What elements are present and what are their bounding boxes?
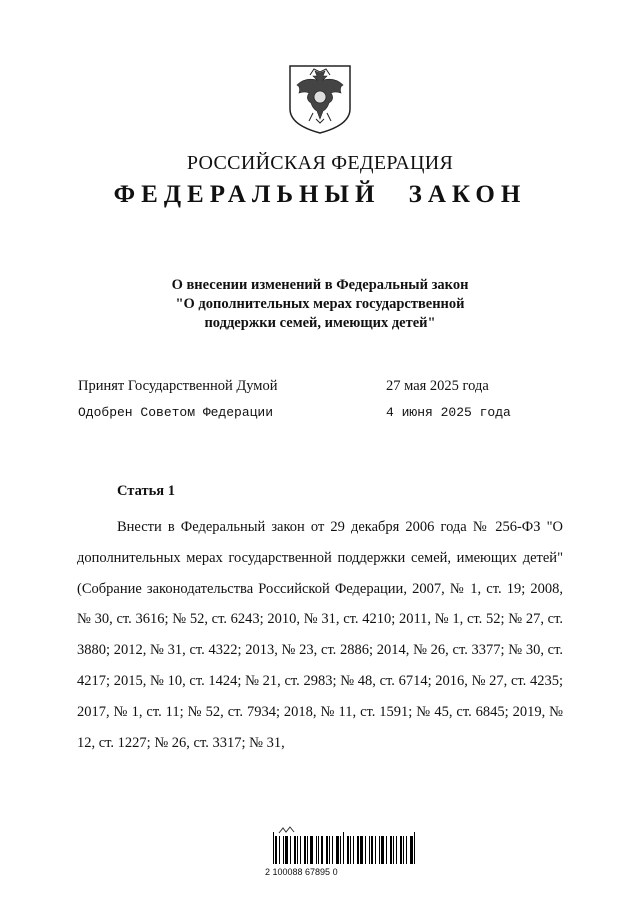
barcode-bar xyxy=(300,836,301,864)
barcode-bar xyxy=(410,836,413,864)
barcode-bar xyxy=(316,836,317,864)
barcode-bar xyxy=(357,836,359,864)
barcode-bar xyxy=(275,836,277,864)
barcode-bar xyxy=(304,836,306,864)
barcode-bar xyxy=(386,836,387,864)
barcode-number: 2 100088 67895 0 xyxy=(265,867,338,877)
barcode-bar xyxy=(369,836,370,864)
adoption-council-date: 4 июня 2025 года xyxy=(386,405,511,420)
law-title-line-3: поддержки семей, имеющих детей" xyxy=(204,315,436,331)
coat-of-arms-icon xyxy=(287,63,353,135)
barcode-bar xyxy=(396,836,397,864)
barcode-bar xyxy=(273,832,274,864)
article-body: Внести в Федеральный закон от 29 декабря 2006 года № 256-ФЗ "О дополнительных мерах государственной поддержки семей, имеющих детей" (Собрание законодательства Российской Федерации, 2007, № 1, ст. 19; 2008, № 30, ст. 3616; № 52, ст. 6243; 2010, № 31, ст. 4210; 2011, № 1, ст. 52; № 27, ст. 3880; 2012, № 31, ст. 4322; 2013, № 23, ст. 2886; 2014, № 26, ст. 3377; № 30, ст. 4217; 2015, № 10, ст. 1424; № 21, ст. 2983; № 48, ст. 6714; 2016, № 27, ст. 4235; 2017, № 1, ст. 11; № 52, ст. 7934; 2018, № 11, ст. 1591; № 45, ст. 6845; 2019, № 12, ст. 1227; № 26, ст. 3317; № 31, xyxy=(77,519,563,751)
barcode-bar xyxy=(371,836,373,864)
barcode-bar xyxy=(318,836,319,864)
barcode-bar xyxy=(365,836,366,864)
law-title xyxy=(0,276,640,333)
adoption-council-label: Одобрен Советом Федерации xyxy=(78,405,274,420)
barcode-bar xyxy=(294,836,296,864)
barcode-bar xyxy=(283,836,284,864)
barcode-bar xyxy=(379,836,380,864)
barcode-bar xyxy=(393,836,394,864)
barcode-bar xyxy=(340,836,341,864)
adoption-duma-label: Принят Государственной Думой xyxy=(78,378,278,394)
barcode-bar xyxy=(279,836,280,864)
law-title-line-2: "О дополнительных мерах государственной xyxy=(175,296,465,312)
barcode-bar xyxy=(329,836,330,864)
barcode-bar xyxy=(347,836,349,864)
barcode-bar xyxy=(390,836,392,864)
barcode-bar xyxy=(332,836,333,864)
barcode-bar xyxy=(326,836,328,864)
barcode-bar xyxy=(336,836,339,864)
barcode-bar xyxy=(310,836,313,864)
barcode-bar xyxy=(375,836,376,864)
barcode-bar xyxy=(381,836,384,864)
barcode-mark-icon xyxy=(278,826,296,834)
law-title-line-1: О внесении изменений в Федеральный закон xyxy=(171,277,469,293)
article-heading: Статья 1 xyxy=(117,483,175,499)
emblem-svg xyxy=(287,63,353,135)
barcode-bar xyxy=(353,836,354,864)
barcode-bar xyxy=(297,836,298,864)
barcode-bar xyxy=(406,836,407,864)
barcode-bar xyxy=(400,836,402,864)
barcode-bar xyxy=(350,836,351,864)
country-name: РОССИЙСКАЯ ФЕДЕРАЦИЯ xyxy=(186,152,454,174)
barcode-bar xyxy=(414,832,415,864)
barcode-bar xyxy=(285,836,288,864)
barcode-bar xyxy=(290,836,291,864)
document-type: ФЕДЕРАЛЬНЫЙ ЗАКОН xyxy=(113,181,527,208)
barcode-bar xyxy=(360,836,363,864)
barcode-bar xyxy=(343,832,344,864)
barcode-bar xyxy=(403,836,404,864)
barcode-bar xyxy=(307,836,308,864)
adoption-duma-date: 27 мая 2025 года xyxy=(386,378,489,394)
barcode-icon xyxy=(273,836,417,864)
barcode-bar xyxy=(321,836,323,864)
